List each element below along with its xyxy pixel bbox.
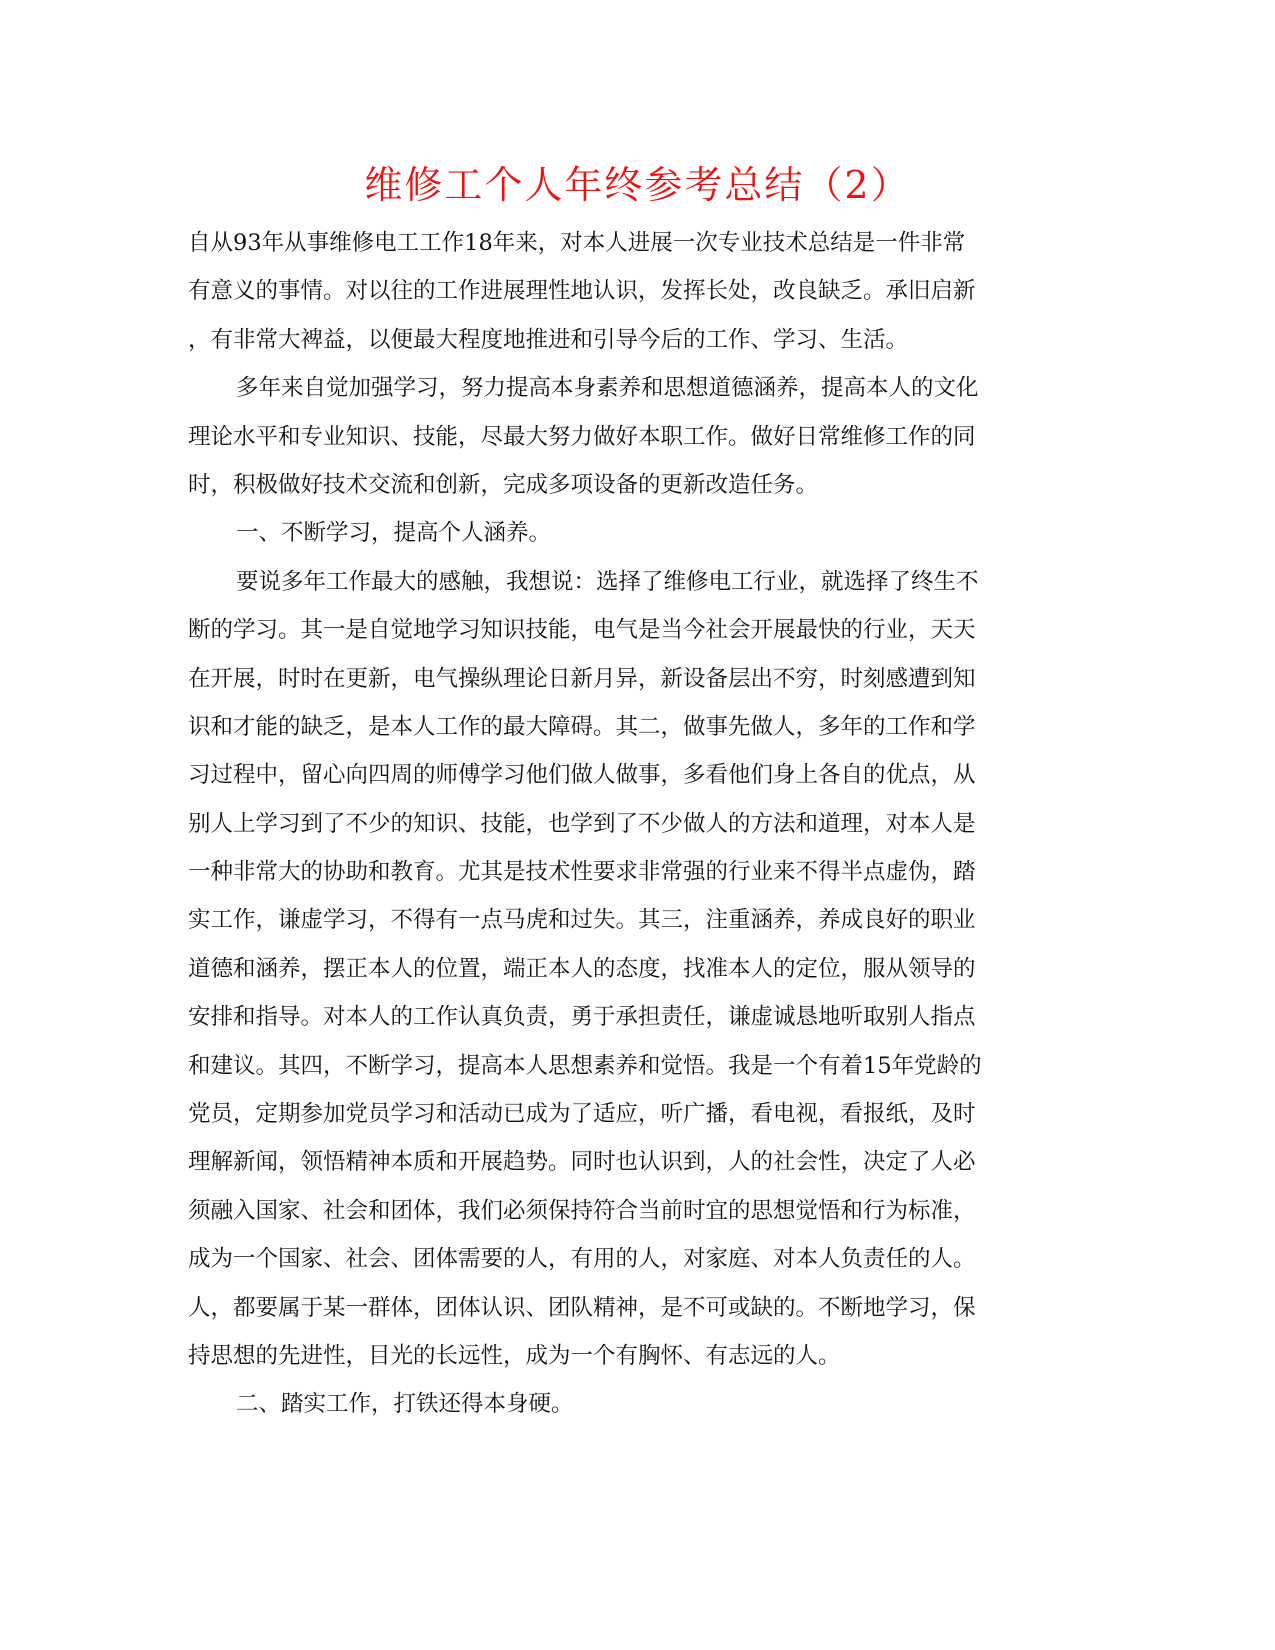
text-line: 党员，定期参加党员学习和活动已成为了适应，听广播，看电视，看报纸，及时 (188, 1101, 976, 1128)
text-line: 识和才能的缺乏，是本人工作的最大障碍。其二，做事先做人，多年的工作和学 (188, 713, 976, 740)
text-line: 人，都要属于某一群体，团体认识、团队精神，是不可或缺的。不断地学习，保 (188, 1294, 976, 1321)
text-line: ，有非常大裨益，以便最大程度地推进和引导今后的工作、学习、生活。 (188, 326, 909, 353)
text-line: 理解新闻，领悟精神本质和开展趋势。同时也认识到，人的社会性，决定了人必 (188, 1149, 976, 1176)
text-line: 须融入国家、社会和团体，我们必须保持符合当前时宜的思想觉悟和行为标准， (188, 1197, 976, 1224)
text-line: 在开展，时时在更新，电气操纵理论日新月异，新设备层出不穷，时刻感遭到知 (188, 665, 976, 692)
text-line: 一种非常大的协助和教育。尤其是技术性要求非常强的行业来不得半点虚伪，踏 (188, 859, 976, 886)
text-line: 有意义的事情。对以往的工作进展理性地认识，发挥长处，改良缺乏。承旧启新 (188, 278, 976, 305)
text-line: 安排和指导。对本人的工作认真负责，勇于承担责任，谦虚诚恳地听取别人指点 (188, 1004, 976, 1031)
paragraph-first-line: 一、不断学习，提高个人涵养。 (236, 520, 552, 547)
paragraph-first-line: 要说多年工作最大的感触，我想说：选择了维修电工行业，就选择了终生不 (236, 568, 979, 595)
document-title: 维修工个人年终参考总结（2） (364, 163, 911, 207)
text-line: 断的学习。其一是自觉地学习知识技能，电气是当今社会开展最快的行业，天天 (188, 617, 976, 644)
text-line: 持思想的先进性，目光的长远性，成为一个有胸怀、有志远的人。 (188, 1342, 841, 1369)
text-line: 和建议。其四，不断学习，提高本人思想素养和觉悟。我是一个有着15年党龄的 (188, 1052, 982, 1079)
text-line: 别人上学习到了不少的知识、技能，也学到了不少做人的方法和道理，对本人是 (188, 810, 976, 837)
text-line: 习过程中，留心向四周的师傅学习他们做人做事，多看他们身上各自的优点，从 (188, 762, 976, 789)
text-line: 道德和涵养，摆正本人的位置，端正本人的态度，找准本人的定位，服从领导的 (188, 955, 976, 982)
document-body (188, 219, 1068, 1429)
text-line: 实工作，谦虚学习，不得有一点马虎和过失。其三，注重涵养，养成良好的职业 (188, 907, 976, 934)
paragraph-first-line: 多年来自觉加强学习，努力提高本身素养和思想道德涵养，提高本人的文化 (236, 375, 979, 402)
paragraph-first-line: 二、踏实工作，打铁还得本身硬。 (236, 1391, 574, 1418)
text-line: 成为一个国家、社会、团体需要的人，有用的人，对家庭、对本人负责任的人。 (188, 1246, 976, 1273)
text-line: 自从93年从事维修电工工作18年来，对本人进展一次专业技术总结是一件非常 (188, 230, 966, 256)
text-line: 时，积极做好技术交流和创新，完成多项设备的更新改造任务。 (188, 471, 819, 498)
text-line: 理论水平和专业知识、技能，尽最大努力做好本职工作。做好日常维修工作的同 (188, 423, 976, 450)
